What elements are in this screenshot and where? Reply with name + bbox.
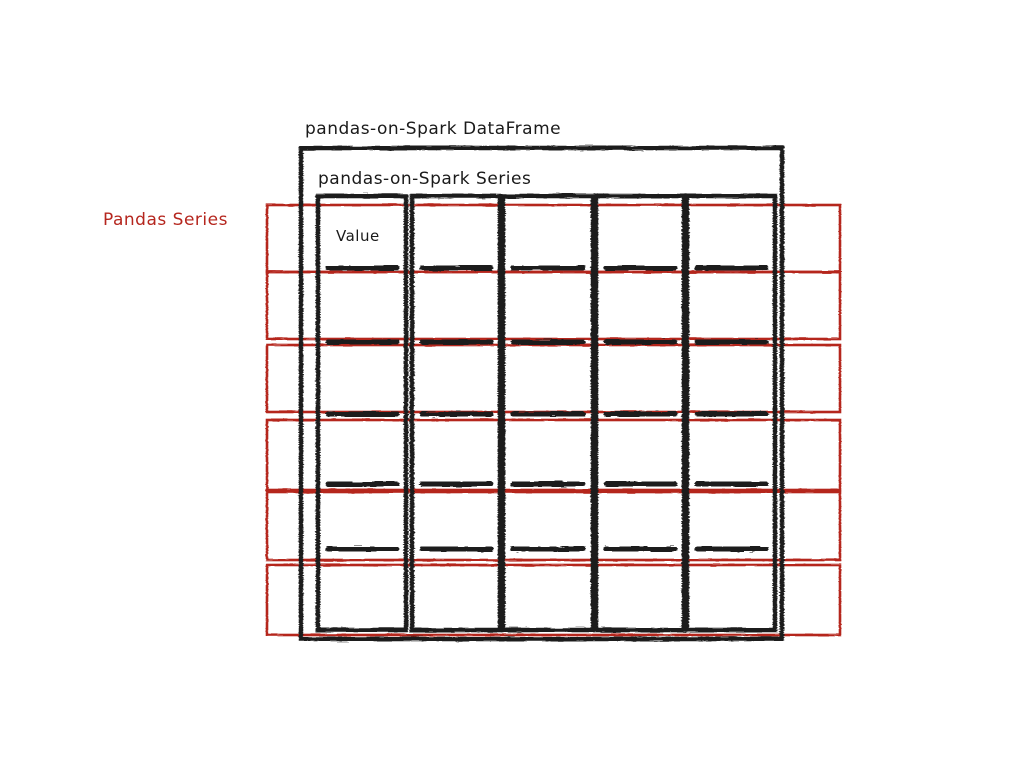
pandas-series-row-6 bbox=[267, 565, 840, 635]
dataframe-label: pandas-on-Spark DataFrame bbox=[305, 119, 562, 139]
spark-series-label: pandas-on-Spark Series bbox=[318, 169, 532, 189]
pandas-series-label: Pandas Series bbox=[103, 210, 228, 230]
value-cell-label: Value bbox=[336, 227, 380, 245]
pandas-series-row-4 bbox=[267, 420, 840, 490]
cell-separators bbox=[328, 268, 766, 549]
pandas-series-row-3 bbox=[267, 345, 840, 412]
pandas-series-row-2 bbox=[267, 272, 840, 339]
